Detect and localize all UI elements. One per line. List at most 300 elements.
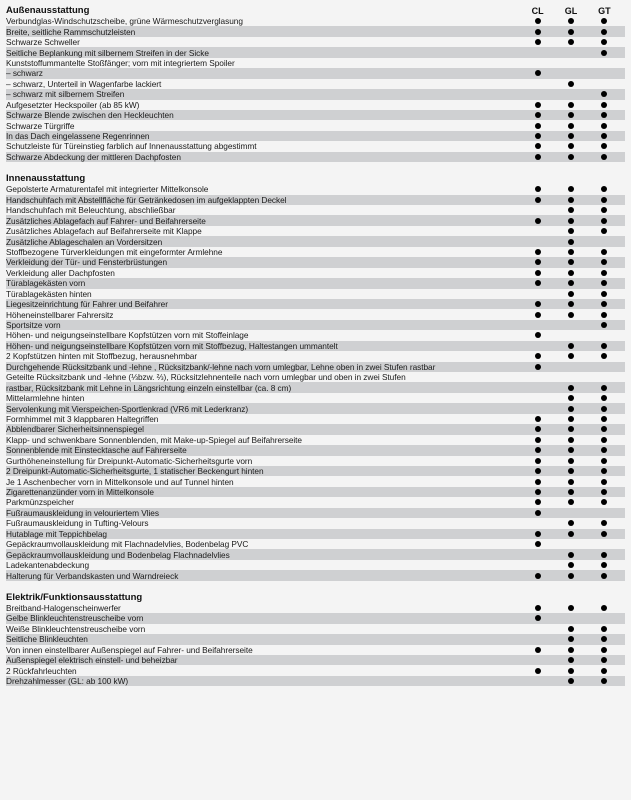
standard-dot-icon (535, 39, 541, 45)
availability-cell-gt (588, 291, 621, 297)
availability-cell-cl (521, 280, 554, 286)
availability-cell-gt (588, 18, 621, 24)
availability-cell-gl (554, 322, 587, 328)
table-row (6, 226, 625, 236)
availability-cell-gl (554, 479, 587, 485)
standard-dot-icon (535, 479, 541, 485)
availability-cells (521, 81, 621, 87)
availability-cell-gt (588, 647, 621, 653)
availability-cell-cl (521, 657, 554, 663)
table-row (6, 131, 625, 141)
table-row (6, 529, 625, 539)
availability-cell-cl (521, 259, 554, 265)
standard-dot-icon (568, 552, 574, 558)
availability-cell-gt (588, 249, 621, 255)
availability-cells (521, 510, 621, 516)
standard-dot-icon (568, 239, 574, 245)
table-row (6, 26, 625, 36)
availability-cell-cl (521, 29, 554, 35)
availability-cell-cl (521, 678, 554, 684)
feature-label: Servolenkung mit Vierspeichen-Sportlenkrad (VR6 mit Lederkranz) (6, 403, 249, 414)
standard-dot-icon (535, 437, 541, 443)
feature-label: Seitliche Blinkleuchten (6, 634, 88, 645)
standard-dot-icon (568, 259, 574, 265)
standard-dot-icon (568, 562, 574, 568)
feature-label: Gepäckraumvollauskleidung und Bodenbelag Flachnadelvlies (6, 549, 230, 560)
feature-label: Zusätzliche Ablageschalen an Vordersitzen (6, 236, 163, 247)
availability-cell-gl (554, 143, 587, 149)
availability-cell-cl (521, 154, 554, 160)
standard-dot-icon (568, 605, 574, 611)
standard-dot-icon (568, 489, 574, 495)
availability-cell-gl (554, 50, 587, 56)
standard-dot-icon (601, 416, 607, 422)
table-row (6, 236, 625, 246)
availability-cell-gl (554, 228, 587, 234)
standard-dot-icon (535, 123, 541, 129)
feature-label: Handschuhfach mit Abstellfläche für Getränkedosen im aufgeklappten Deckel (6, 194, 287, 205)
feature-label: Weiße Blinkleuchtenstreuscheibe vorn (6, 623, 146, 634)
standard-dot-icon (568, 249, 574, 255)
availability-cell-gl (554, 259, 587, 265)
standard-dot-icon (601, 520, 607, 526)
availability-cells (521, 186, 621, 192)
availability-cell-cl (521, 91, 554, 97)
standard-dot-icon (601, 123, 607, 129)
availability-cell-gt (588, 81, 621, 87)
standard-dot-icon (601, 259, 607, 265)
standard-dot-icon (535, 259, 541, 265)
availability-cell-gt (588, 562, 621, 568)
availability-cell-gt (588, 626, 621, 632)
availability-cell-gt (588, 207, 621, 213)
standard-dot-icon (568, 154, 574, 160)
feature-label: Höhen- und neigungseinstellbare Kopfstützen vorn mit Stoffeinlage (6, 330, 249, 341)
feature-label: Fußraumauskleidung in Tufting-Velours (6, 518, 149, 529)
availability-cell-gt (588, 239, 621, 245)
availability-cell-gt (588, 29, 621, 35)
availability-cells (521, 218, 621, 224)
availability-cell-cl (521, 364, 554, 370)
availability-cell-gt (588, 70, 621, 76)
availability-cell-gt (588, 468, 621, 474)
table-row (6, 110, 625, 120)
standard-dot-icon (601, 353, 607, 359)
availability-cell-cl (521, 322, 554, 328)
availability-cells (521, 468, 621, 474)
standard-dot-icon (601, 343, 607, 349)
availability-cell-gl (554, 312, 587, 318)
availability-cell-cl (521, 39, 554, 45)
standard-dot-icon (535, 154, 541, 160)
standard-dot-icon (601, 18, 607, 24)
availability-cell-gt (588, 322, 621, 328)
table-row (6, 257, 625, 267)
standard-dot-icon (535, 531, 541, 537)
table-row (6, 508, 625, 518)
standard-dot-icon (535, 605, 541, 611)
feature-label: Gepolsterte Armaturentafel mit integrierter Mittelkonsole (6, 184, 209, 195)
feature-label: Höhen- und neigungseinstellbare Kopfstützen vorn mit Stoffbezug, Haltestangen ummantelt (6, 340, 338, 351)
table-row (6, 89, 625, 99)
availability-cells (521, 615, 621, 621)
availability-cell-gl (554, 636, 587, 642)
availability-cells (521, 647, 621, 653)
feature-label: Parkmünzspeicher (6, 497, 74, 508)
availability-cell-cl (521, 312, 554, 318)
standard-dot-icon (601, 322, 607, 328)
standard-dot-icon (568, 343, 574, 349)
standard-dot-icon (535, 197, 541, 203)
availability-cell-gt (588, 447, 621, 453)
standard-dot-icon (535, 499, 541, 505)
table-row (6, 676, 625, 686)
availability-cell-gt (588, 531, 621, 537)
column-header: CL (531, 6, 544, 16)
availability-cells (521, 312, 621, 318)
availability-cells (521, 636, 621, 642)
availability-cell-cl (521, 197, 554, 203)
standard-dot-icon (601, 29, 607, 35)
table-row (6, 466, 625, 476)
table-row (6, 435, 625, 445)
feature-label: Verkleidung der Tür- und Fensterbrüstungen (6, 257, 168, 268)
standard-dot-icon (568, 301, 574, 307)
availability-cells (521, 668, 621, 674)
availability-cell-cl (521, 353, 554, 359)
availability-cells (521, 657, 621, 663)
availability-cell-gt (588, 541, 621, 547)
standard-dot-icon (568, 626, 574, 632)
availability-cell-gt (588, 197, 621, 203)
availability-cells (521, 489, 621, 495)
availability-cell-gl (554, 270, 587, 276)
availability-cell-cl (521, 406, 554, 412)
availability-cell-gl (554, 29, 587, 35)
standard-dot-icon (535, 102, 541, 108)
availability-cell-cl (521, 552, 554, 558)
standard-dot-icon (568, 636, 574, 642)
standard-dot-icon (601, 186, 607, 192)
standard-dot-icon (568, 18, 574, 24)
standard-dot-icon (601, 50, 607, 56)
standard-dot-icon (601, 657, 607, 663)
table-row (6, 268, 625, 278)
availability-cell-gt (588, 489, 621, 495)
table-row (6, 487, 625, 497)
availability-cell-gl (554, 197, 587, 203)
availability-cell-cl (521, 499, 554, 505)
availability-cell-gl (554, 112, 587, 118)
availability-cells (521, 301, 621, 307)
availability-cell-cl (521, 332, 554, 338)
section-header (6, 4, 625, 16)
availability-cells (521, 531, 621, 537)
feature-label: Stoffbezogene Türverkleidungen mit eingeformter Armlehne (6, 246, 223, 257)
feature-label: Gurthöheneinstellung für Dreipunkt-Automatic-Sicherheitsgurte vorn (6, 455, 253, 466)
standard-dot-icon (601, 39, 607, 45)
standard-dot-icon (535, 249, 541, 255)
standard-dot-icon (535, 112, 541, 118)
standard-dot-icon (601, 301, 607, 307)
feature-label: Je 1 Aschenbecher vorn in Mittelkonsole und auf Tunnel hinten (6, 476, 234, 487)
standard-dot-icon (601, 447, 607, 453)
feature-label: Ladekantenabdeckung (6, 560, 90, 571)
availability-cells (521, 416, 621, 422)
availability-cell-cl (521, 562, 554, 568)
availability-cell-gl (554, 657, 587, 663)
availability-cells (521, 395, 621, 401)
feature-label: Handschuhfach mit Beleuchtung, abschließbar (6, 205, 176, 216)
feature-label: Von innen einstellbarer Außenspiegel auf Fahrer- und Beifahrerseite (6, 644, 253, 655)
availability-cells (521, 154, 621, 160)
availability-cell-cl (521, 385, 554, 391)
availability-cells (521, 239, 621, 245)
availability-cell-gt (588, 499, 621, 505)
availability-cell-gl (554, 249, 587, 255)
availability-cell-cl (521, 447, 554, 453)
standard-dot-icon (535, 510, 541, 516)
column-header: GL (564, 6, 578, 16)
availability-cell-cl (521, 416, 554, 422)
availability-cell-cl (521, 218, 554, 224)
feature-label: Türablagekästen hinten (6, 288, 92, 299)
table-row (6, 645, 625, 655)
availability-cell-gt (588, 615, 621, 621)
availability-cell-gt (588, 154, 621, 160)
availability-cell-gl (554, 489, 587, 495)
availability-cell-cl (521, 207, 554, 213)
table-row (6, 320, 625, 330)
standard-dot-icon (535, 615, 541, 621)
availability-cell-gt (588, 636, 621, 642)
availability-cell-cl (521, 18, 554, 24)
section-spacer (6, 583, 625, 591)
availability-cell-cl (521, 489, 554, 495)
feature-label: Schwarze Abdeckung der mittleren Dachpfosten (6, 151, 181, 162)
availability-cell-cl (521, 510, 554, 516)
table-row (6, 330, 625, 340)
availability-cell-gl (554, 437, 587, 443)
availability-cell-cl (521, 395, 554, 401)
availability-cell-cl (521, 520, 554, 526)
feature-label: Durchgehende Rücksitzbank und -lehne , Rücksitzbank/-lehne nach vorn umlegbar, Lehne oben in zwei Stufen rastbar (6, 361, 436, 372)
feature-label: Geteilte Rücksitzbank und -lehne (⅓bzw. ⅔), Rücksitzlehnenteile nach vorn umlegbar und oben in zwei Stufen (6, 372, 406, 383)
availability-cell-gl (554, 70, 587, 76)
feature-label: Formhimmel mit 3 klappbaren Haltegriffen (6, 413, 159, 424)
availability-cell-cl (521, 123, 554, 129)
table-row (6, 382, 625, 392)
standard-dot-icon (568, 186, 574, 192)
standard-dot-icon (601, 552, 607, 558)
column-header: GT (598, 6, 611, 16)
table-row (6, 665, 625, 675)
standard-dot-icon (568, 406, 574, 412)
availability-cell-gl (554, 154, 587, 160)
availability-cell-gt (588, 343, 621, 349)
availability-cells (521, 573, 621, 579)
availability-cell-gt (588, 102, 621, 108)
availability-cells (521, 270, 621, 276)
feature-label: In das Dach eingelassene Regenrinnen (6, 131, 150, 142)
availability-cells (521, 207, 621, 213)
feature-label: Kunststoffummantelte Stoßfänger; vorn mit integriertem Spoiler (6, 57, 235, 68)
availability-cells (521, 291, 621, 297)
table-row (6, 16, 625, 26)
availability-cell-cl (521, 458, 554, 464)
feature-label: Schwarze Blende zwischen den Heckleuchten (6, 110, 174, 121)
availability-cell-gl (554, 186, 587, 192)
feature-label: Seitliche Beplankung mit silbernem Streifen in der Sicke (6, 47, 209, 58)
availability-cell-cl (521, 228, 554, 234)
feature-label: Sonnenblende mit Einstecktasche auf Fahrerseite (6, 445, 187, 456)
availability-cell-gt (588, 520, 621, 526)
standard-dot-icon (568, 678, 574, 684)
table-row (6, 351, 625, 361)
availability-cell-cl (521, 50, 554, 56)
table-row (6, 624, 625, 634)
standard-dot-icon (535, 133, 541, 139)
availability-cell-gl (554, 280, 587, 286)
availability-cell-gl (554, 647, 587, 653)
table-row (6, 476, 625, 486)
availability-cell-gt (588, 668, 621, 674)
availability-cell-gt (588, 657, 621, 663)
availability-cell-cl (521, 636, 554, 642)
feature-label: Schwarze Schweller (6, 37, 80, 48)
standard-dot-icon (601, 133, 607, 139)
table-row (6, 549, 625, 559)
availability-cells (521, 364, 621, 370)
availability-cells (521, 18, 621, 24)
feature-label: Breite, seitliche Rammschutzleisten (6, 26, 136, 37)
availability-cell-gl (554, 468, 587, 474)
standard-dot-icon (601, 143, 607, 149)
standard-dot-icon (568, 385, 574, 391)
standard-dot-icon (535, 332, 541, 338)
availability-cell-cl (521, 573, 554, 579)
standard-dot-icon (568, 291, 574, 297)
standard-dot-icon (535, 668, 541, 674)
standard-dot-icon (535, 353, 541, 359)
table-row (6, 215, 625, 225)
standard-dot-icon (601, 395, 607, 401)
availability-cells (521, 499, 621, 505)
availability-cell-gt (588, 605, 621, 611)
availability-cell-cl (521, 270, 554, 276)
availability-cell-cl (521, 668, 554, 674)
standard-dot-icon (568, 531, 574, 537)
standard-dot-icon (568, 468, 574, 474)
availability-cell-cl (521, 70, 554, 76)
availability-cell-gl (554, 447, 587, 453)
feature-label: 2 Rückfahrleuchten (6, 665, 77, 676)
standard-dot-icon (568, 280, 574, 286)
feature-label: Breitband-Halogenscheinwerfer (6, 602, 121, 613)
feature-label: Mittelarmlehne hinten (6, 393, 85, 404)
availability-cell-gl (554, 364, 587, 370)
standard-dot-icon (535, 447, 541, 453)
standard-dot-icon (568, 479, 574, 485)
section-title: Außenausstattung (6, 5, 90, 16)
table-row (6, 518, 625, 528)
feature-label: Türablagekästen vorn (6, 278, 86, 289)
feature-label: – schwarz mit silbernem Streifen (6, 89, 125, 100)
standard-dot-icon (601, 249, 607, 255)
feature-label: Zigarettenanzünder vorn in Mittelkonsole (6, 487, 154, 498)
standard-dot-icon (535, 312, 541, 318)
table-row (6, 393, 625, 403)
availability-cell-gl (554, 406, 587, 412)
availability-cell-gl (554, 626, 587, 632)
availability-cell-gl (554, 562, 587, 568)
table-row (6, 184, 625, 194)
table-row (6, 497, 625, 507)
standard-dot-icon (568, 458, 574, 464)
availability-cell-cl (521, 301, 554, 307)
table-row (6, 539, 625, 549)
availability-cells (521, 406, 621, 412)
standard-dot-icon (568, 395, 574, 401)
availability-cell-gt (588, 353, 621, 359)
availability-cell-gl (554, 395, 587, 401)
standard-dot-icon (601, 197, 607, 203)
availability-cells (521, 123, 621, 129)
section-header (6, 172, 625, 184)
availability-cells (521, 91, 621, 97)
availability-cell-gt (588, 552, 621, 558)
availability-cells (521, 447, 621, 453)
section-title: Innenausstattung (6, 173, 86, 185)
availability-cells (521, 29, 621, 35)
section (6, 172, 625, 581)
availability-cell-cl (521, 239, 554, 245)
availability-cell-gl (554, 458, 587, 464)
standard-dot-icon (568, 197, 574, 203)
standard-dot-icon (601, 280, 607, 286)
standard-dot-icon (535, 270, 541, 276)
standard-dot-icon (601, 562, 607, 568)
standard-dot-icon (601, 270, 607, 276)
availability-cells (521, 437, 621, 443)
availability-cell-gt (588, 312, 621, 318)
table-row (6, 655, 625, 665)
availability-cell-gl (554, 39, 587, 45)
availability-cell-cl (521, 291, 554, 297)
availability-cells (521, 197, 621, 203)
standard-dot-icon (568, 102, 574, 108)
availability-cell-gt (588, 218, 621, 224)
table-row (6, 445, 625, 455)
availability-cell-gt (588, 479, 621, 485)
availability-cell-cl (521, 81, 554, 87)
availability-cell-gt (588, 364, 621, 370)
standard-dot-icon (568, 270, 574, 276)
standard-dot-icon (601, 437, 607, 443)
availability-cell-gt (588, 416, 621, 422)
availability-cell-gt (588, 186, 621, 192)
availability-cell-cl (521, 531, 554, 537)
table-row (6, 247, 625, 257)
standard-dot-icon (601, 207, 607, 213)
availability-cell-gl (554, 520, 587, 526)
standard-dot-icon (535, 426, 541, 432)
feature-label: 2 Dreipunkt-Automatic-Sicherheitsgurte, 1 statischer Beckengurt hinten (6, 466, 264, 477)
standard-dot-icon (568, 657, 574, 663)
standard-dot-icon (568, 218, 574, 224)
standard-dot-icon (601, 426, 607, 432)
standard-dot-icon (568, 312, 574, 318)
